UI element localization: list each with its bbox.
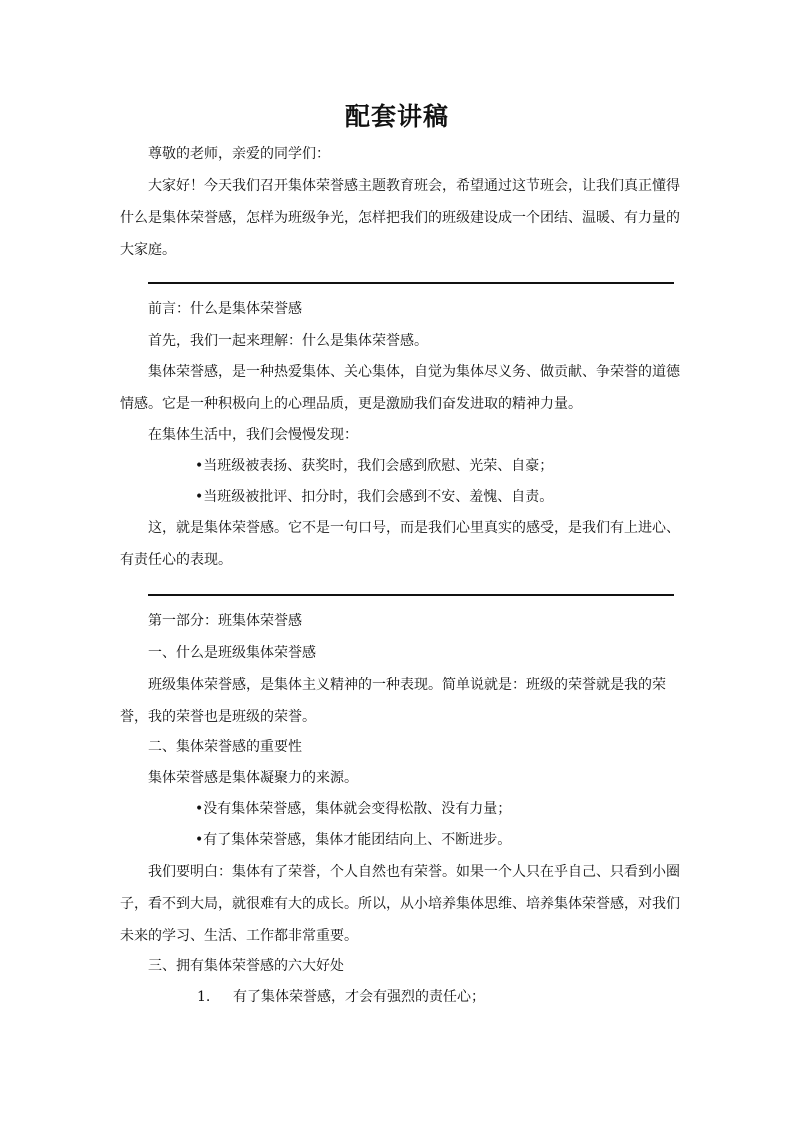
section2-title: 二、集体荣誉感的重要性 (148, 739, 302, 755)
preface-bullet: •当班级被批评、扣分时，我们会感到不安、羞愧、自责。 (195, 489, 554, 505)
preface-conclusion: 这，就是集体荣誉感。它不是一句口号，而是我们心里真实的感受，是我们有上进心、有责任心的表现。 (120, 520, 680, 568)
section-divider (148, 282, 674, 284)
preface-definition: 集体荣誉感，是一种热爱集体、关心集体，自觉为集体尽义务、做贡献、争荣誉的道德情感。它是一种积极向上的心理品质，更是激励我们奋发进取的精神力量。 (120, 364, 680, 412)
section1-text: 班级集体荣誉感，是集体主义精神的一种表现。简单说就是：班级的荣誉就是我的荣誉，我的荣誉也是班级的荣誉。 (120, 677, 666, 725)
preface-first-line: 首先，我们一起来理解：什么是集体荣誉感。 (148, 333, 428, 349)
document-title: 配套讲稿 (344, 102, 449, 131)
preface-heading: 前言：什么是集体荣誉感 (148, 301, 302, 317)
section3-title: 三、拥有集体荣誉感的六大好处 (148, 958, 344, 974)
greeting: 尊敬的老师，亲爱的同学们： (148, 146, 330, 162)
preface-discover: 在集体生活中，我们会慢慢发现： (148, 427, 358, 443)
section2-bullet: •没有集体荣誉感，集体就会变得松散、没有力量； (195, 801, 512, 817)
section2-text: 集体荣誉感是集体凝聚力的来源。 (148, 770, 358, 786)
section2-bullet: •有了集体荣誉感，集体才能团结向上、不断进步。 (195, 832, 512, 848)
preface-bullet: •当班级被表扬、获奖时，我们会感到欣慰、光荣、自豪； (195, 458, 554, 474)
part1-heading: 第一部分：班集体荣誉感 (148, 613, 302, 629)
section2-more: 我们要明白：集体有了荣誉，个人自然也有荣誉。如果一个人只在乎自己、只看到小圈子，看不到大局，就很难有大的成长。所以，从小培养集体思维、培养集体荣誉感，对我们未来的学习、生活、工作都非常重要。 (120, 864, 680, 944)
benefit-number: 1. (197, 989, 211, 1005)
section1-title: 一、什么是班级集体荣誉感 (148, 645, 316, 661)
section-divider (148, 594, 674, 596)
intro-paragraph: 大家好！今天我们召开集体荣誉感主题教育班会，希望通过这节班会，让我们真正懂得什么是集体荣誉感，怎样为班级争光，怎样把我们的班级建设成一个团结、温暖、有力量的大家庭。 (120, 178, 680, 258)
benefit-text: 有了集体荣誉感，才会有强烈的责任心； (233, 989, 485, 1005)
